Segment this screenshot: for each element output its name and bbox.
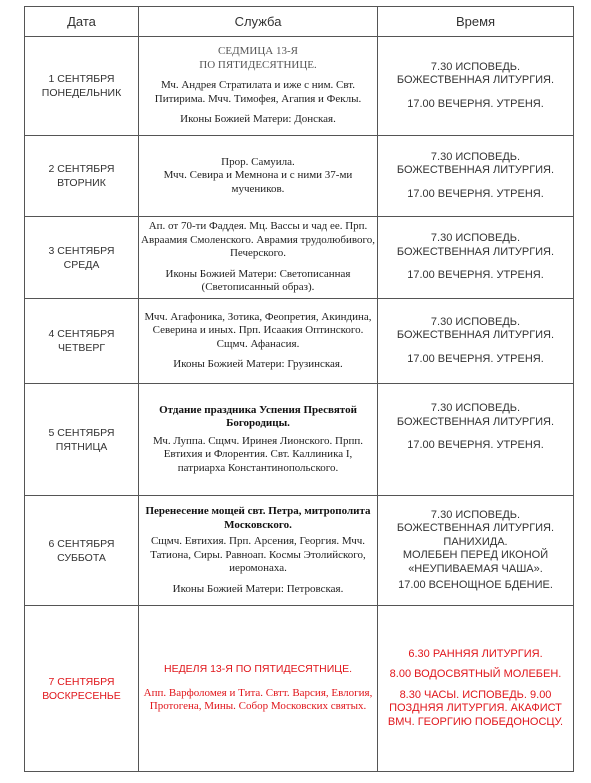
time-line: 7.30 ИСПОВЕДЬ. <box>430 315 521 328</box>
service-line: Иконы Божией Матери: Грузинская. <box>173 358 343 370</box>
service-line: Ап. от 70-ти Фаддея. Мц. Вассы и чад ее. Прп. Авраамия Смоленского. Аврамия трудолюбивого, Печерского. <box>141 220 375 260</box>
date-cell <box>25 384 139 496</box>
time-line: БОЖЕСТВЕННАЯ ЛИТУРГИЯ. <box>396 522 555 534</box>
day-label: 2 СЕНТЯБРЯ <box>48 163 115 175</box>
weekday-label: СУББОТА <box>57 551 106 564</box>
sunday-title: НЕДЕЛЯ 13-Я ПО ПЯТИДЕСЯТНИЦЕ. <box>163 663 352 676</box>
header-time: Время <box>378 7 574 37</box>
weekday-label: СРЕДА <box>63 258 100 271</box>
service-line: Прор. Самуила. <box>221 155 295 168</box>
weekday-label: ВТОРНИК <box>57 177 106 189</box>
time-line: БОЖЕСТВЕННАЯ ЛИТУРГИЯ. <box>396 164 555 177</box>
time-line: 17.00 ВЕЧЕРНЯ. УТРЕНЯ. <box>407 97 544 110</box>
time-cell <box>378 217 574 299</box>
day-label: 5 СЕНТЯБРЯ <box>48 426 115 439</box>
date-cell <box>25 217 139 299</box>
time-line: 7.30 ИСПОВЕДЬ. <box>430 232 521 245</box>
time-line: БОЖЕСТВЕННАЯ ЛИТУРГИЯ. <box>396 329 555 342</box>
time-cell <box>378 37 574 136</box>
header-date: Дата <box>25 7 139 37</box>
time-line: 17.00 ВЕЧЕРНЯ. УТРЕНЯ. <box>407 439 544 451</box>
time-line: БОЖЕСТВЕННАЯ ЛИТУРГИЯ. <box>396 415 555 428</box>
service-line: Мчч. Севира и Мемнона и с ними 37-ми мучеников. <box>163 169 353 195</box>
time-line: 17.00 ВЕЧЕРНЯ. УТРЕНЯ. <box>407 269 544 282</box>
time-line: 17.00 ВЕЧЕРНЯ. УТРЕНЯ. <box>407 187 544 200</box>
service-cell <box>139 299 378 384</box>
day-label: 3 СЕНТЯБРЯ <box>48 244 115 257</box>
time-line: 7.30 ИСПОВЕДЬ. <box>430 150 521 163</box>
time-cell <box>378 136 574 217</box>
time-line: 6.30 РАННЯЯ ЛИТУРГИЯ. <box>408 647 543 660</box>
date-cell <box>25 606 139 772</box>
table-row <box>25 606 574 772</box>
date-cell <box>25 37 139 136</box>
time-line: ПАНИХИДА. <box>443 535 508 548</box>
day-label: 6 СЕНТЯБРЯ <box>48 537 115 550</box>
service-line: ПО ПЯТИДЕСЯТНИЦЕ. <box>199 58 317 71</box>
header-service: Служба <box>139 7 378 37</box>
date-cell <box>25 136 139 217</box>
table-header-row <box>25 7 574 37</box>
time-line: 17.00 ВСЕНОЩНОЕ БДЕНИЕ. <box>398 579 553 591</box>
table-row <box>25 136 574 217</box>
service-line: Мч. Луппа. Сщмч. Иринея Лионского. Прпп. Евтихия и Флорентия. Свт. Каллиника I, патриарха Константинопольского. <box>152 434 364 474</box>
service-cell <box>139 384 378 496</box>
time-line: БОЖЕСТВЕННАЯ ЛИТУРГИЯ. <box>396 74 555 87</box>
table-row <box>25 299 574 384</box>
time-line: 7.30 ИСПОВЕДЬ. <box>430 508 521 521</box>
service-line: Мч. Андрея Стратилата и иже с ним. Свт. Питирима. Мчч. Тимофея, Агапия и Феклы. <box>154 79 362 105</box>
time-line: 7.30 ИСПОВЕДЬ. <box>430 402 521 414</box>
weekday-label: ПЯТНИЦА <box>55 440 108 453</box>
service-line: Сщмч. Евтихия. Прп. Арсения, Георгия. Мчч. Татиона, Сиры. Равноап. Космы Этолийского, иеромонаха. <box>150 535 366 574</box>
time-line: БОЖЕСТВЕННАЯ ЛИТУРГИЯ. <box>396 245 555 258</box>
schedule-table <box>24 6 574 772</box>
day-label: 7 СЕНТЯБРЯ <box>48 675 115 688</box>
service-line: Иконы Божией Матери: Петровская. <box>172 582 344 595</box>
time-cell <box>378 606 574 772</box>
date-cell <box>25 299 139 384</box>
service-line: СЕДМИЦА 13-Я <box>218 45 298 58</box>
table-row <box>25 384 574 496</box>
table-row <box>25 37 574 136</box>
service-cell <box>139 37 378 136</box>
feast-title: Перенесение мощей свт. Петра, митрополита Московского. <box>145 505 371 531</box>
service-cell <box>139 496 378 606</box>
date-cell <box>25 496 139 606</box>
service-line: Иконы Божией Матери: Донская. <box>180 113 336 126</box>
day-label: 1 СЕНТЯБРЯ <box>48 73 115 85</box>
weekday-label: ВОСКРЕСЕНЬЕ <box>42 689 121 702</box>
day-label: 4 СЕНТЯБРЯ <box>48 328 115 340</box>
service-line: Иконы Божией Матери: Светописанная (Светописанный образ). <box>165 267 351 294</box>
service-cell <box>139 606 378 772</box>
time-line: 17.00 ВЕЧЕРНЯ. УТРЕНЯ. <box>407 352 544 365</box>
service-line: Апп. Варфоломея и Тита. Свтт. Варсия, Евлогия, Протогена, Мины. Собор Московских святых. <box>143 686 373 713</box>
weekday-label: ЧЕТВЕРГ <box>57 342 106 354</box>
table-row <box>25 217 574 299</box>
table-row <box>25 496 574 606</box>
feast-title: Отдание праздника Успения Пресвятой Богородицы. <box>159 403 357 430</box>
service-line: Мчч. Агафоника, Зотика, Феопретия, Акиндина, Северина и иных. Прп. Исаакия Оптинского. Сщмч. Афанасия. <box>144 310 372 350</box>
time-line: 8.30 ЧАСЫ. ИСПОВЕДЬ. 9.00 ПОЗДНЯЯ ЛИТУРГИЯ. АКАФИСТ ВМЧ. ГЕОРГИЮ ПОБЕДОНОСЦУ. <box>387 688 564 728</box>
time-cell <box>378 384 574 496</box>
time-cell <box>378 299 574 384</box>
time-line: 7.30 ИСПОВЕДЬ. <box>430 60 521 73</box>
time-cell <box>378 496 574 606</box>
service-cell <box>139 136 378 217</box>
service-cell <box>139 217 378 299</box>
weekday-label: ПОНЕДЕЛЬНИК <box>41 87 122 99</box>
time-line: МОЛЕБЕН ПЕРЕД ИКОНОЙ «НЕУПИВАЕМАЯ ЧАША». <box>402 549 549 575</box>
time-line: 8.00 ВОДОСВЯТНЫЙ МОЛЕБЕН. <box>389 668 562 681</box>
